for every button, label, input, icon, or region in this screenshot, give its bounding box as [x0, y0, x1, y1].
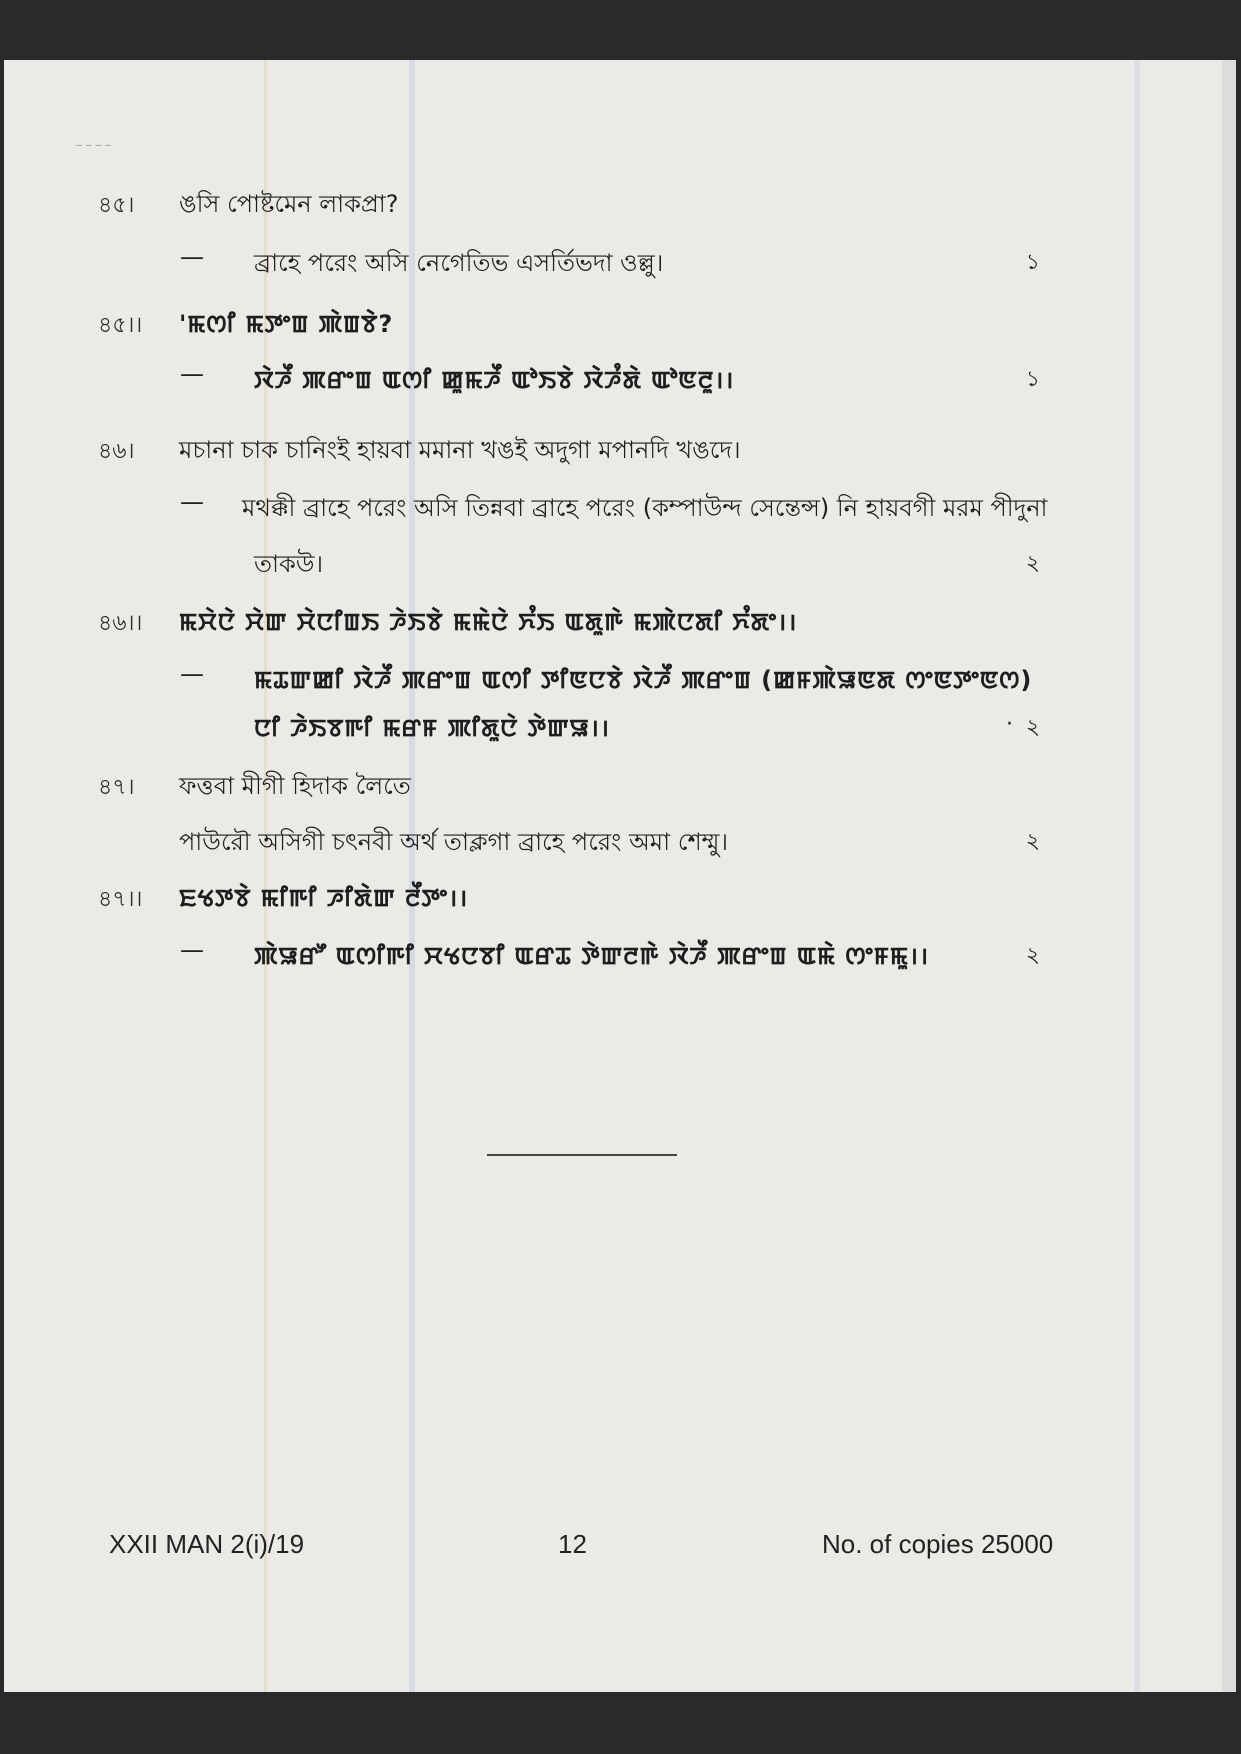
question-number: ৪৫।।	[98, 313, 143, 338]
question-number: ৪৭।।	[98, 887, 143, 912]
answer-dash: —	[180, 936, 204, 964]
question-number: ৪৬।।	[98, 611, 143, 636]
answer-dash: —	[180, 243, 204, 271]
answer-row	[4, 360, 1236, 400]
answer-text: ꯃꯊꯛꯀꯤ ꯋꯥꯍꯩ ꯄꯔꯦꯡ ꯑꯁꯤ ꯇꯤꯟꯅꯕꯥ ꯋꯥꯍꯩ ꯄꯔꯦꯡ (ꯀꯝꯄꯥꯎꯟꯗ ꯁꯦꯟꯇꯦꯟꯁ)	[254, 666, 1033, 694]
answer-row	[4, 936, 1236, 976]
answer-row	[4, 708, 1236, 748]
question-row	[4, 602, 1236, 642]
marks: ১	[1025, 367, 1040, 392]
answer-text: ꯋꯥꯍꯩ ꯄꯔꯦꯡ ꯑꯁꯤ ꯀꯨꯃꯍꯩ ꯑꯣꯏꯕꯥ ꯋꯥꯍꯪꯗꯥ ꯑꯣꯟꯂꯨ।।	[254, 366, 735, 394]
answer-text: তাকউ।	[254, 550, 324, 578]
answer-row	[4, 243, 1236, 283]
answer-dash: —	[180, 488, 204, 516]
question-row	[4, 184, 1236, 224]
question-row	[4, 766, 1236, 806]
question-text: ফত্তবা মীগী হিদাক লৈতে	[179, 772, 411, 800]
answer-text: ꯄꯥꯎꯔꯧ ꯑꯁꯤꯒꯤ ꯆꯠꯅꯕꯤ ꯑꯔꯊ ꯇꯥꯛꯂꯒꯥ ꯋꯥꯍꯩ ꯄꯔꯦꯡ ꯑꯃꯥ ꯁꯦꯝꯃꯨ।।	[254, 942, 930, 970]
question-number: ৪৬।	[98, 439, 135, 464]
question-row	[4, 878, 1236, 918]
marks: ১	[1025, 250, 1040, 275]
answer-row	[4, 822, 1236, 862]
question-text: ꯐꯠꯇꯕꯥ ꯃꯤꯒꯤ ꯍꯤꯗꯥꯛ ꯂꯩꯇꯦ।।	[179, 884, 469, 912]
question-number: ৪৫।	[98, 193, 135, 218]
answer-row	[4, 544, 1236, 584]
end-rule	[487, 1154, 677, 1156]
answer-row	[4, 488, 1236, 528]
answer-text: ꯅꯤ ꯍꯥꯏꯕꯒꯤ ꯃꯔꯝ ꯄꯤꯗꯨꯅꯥ ꯇꯥꯛꯎ।।	[254, 714, 610, 742]
dot-mark: ·	[1006, 712, 1013, 737]
answer-text: পাউরৌ অসিগী চৎনবী অর্থ তাক্লগা ব্রাহে পরেং অমা শেম্মু।	[179, 828, 729, 856]
question-row	[4, 430, 1236, 470]
marks: ২	[1025, 943, 1040, 968]
scratch-mark: ‒ ‒ ‒ ‒	[76, 140, 111, 151]
marks: ২	[1025, 829, 1040, 854]
copies-count: No. of copies 25000	[822, 1529, 1054, 1559]
question-text: 'ꯃꯁꯤ ꯃꯇꯦꯡ ꯄꯥꯡꯕꯥ?	[179, 310, 394, 338]
question-text: মচানা চাক চানিংই হায়বা মমানা খঙই অদুগা মপানদি খঙদে।	[179, 436, 741, 464]
exam-page	[4, 60, 1236, 1692]
marks: ২	[1025, 551, 1040, 576]
answer-dash: —	[180, 660, 204, 688]
marks: ২	[1025, 715, 1040, 740]
answer-text: ব্রাহে পরেং অসি নেগেতিভ এসর্তিভদা ওল্লু।	[254, 249, 664, 277]
question-row	[4, 304, 1236, 344]
page-number: 12	[558, 1529, 587, 1559]
answer-text: মথক্কী ব্রাহে পরেং অসি তিন্নবা ব্রাহে পরেং (কম্পাউন্দ সেন্তেন্স) নি হায়বগী মরম পীদুনা	[242, 494, 1048, 522]
answer-row	[4, 660, 1236, 700]
paper-code: XXII MAN 2(i)/19	[109, 1529, 305, 1559]
question-text: ꯃꯆꯥꯅꯥ ꯆꯥꯛ ꯆꯥꯅꯤꯡꯏ ꯍꯥꯏꯕꯥ ꯃꯃꯥꯅꯥ ꯈꯪꯏ ꯑꯗꯨꯒꯥ ꯃꯄꯥꯅꯗꯤ ꯈꯪꯗꯦ।।	[179, 608, 798, 636]
question-number: ৪৭।	[98, 775, 135, 800]
answer-dash: —	[180, 360, 204, 388]
question-text: ঙসি পোষ্টমেন লাকপ্রা?	[179, 190, 399, 218]
